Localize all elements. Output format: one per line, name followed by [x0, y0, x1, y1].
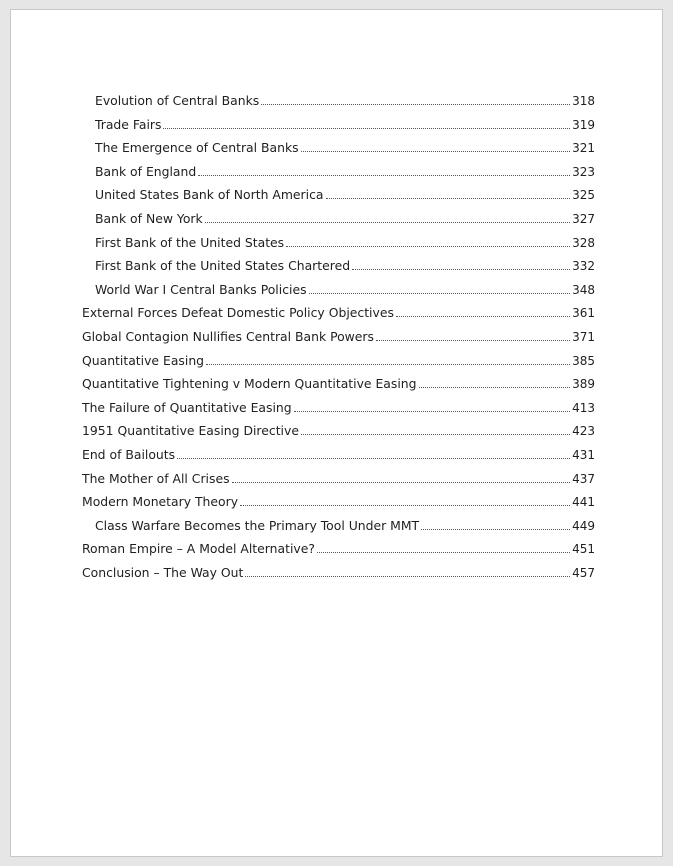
- toc-entry[interactable]: [82, 471, 595, 495]
- toc-page-number: 319: [572, 117, 595, 132]
- toc-entry[interactable]: [82, 376, 595, 400]
- toc-page-number: 323: [572, 164, 595, 179]
- toc-entry[interactable]: [82, 93, 595, 117]
- toc-dot-leader: [163, 128, 570, 129]
- toc-page-number: 389: [572, 377, 595, 392]
- toc-entry-title: Evolution of Central Banks: [95, 93, 260, 108]
- toc-entry[interactable]: [82, 140, 595, 164]
- toc-dot-leader: [232, 482, 571, 483]
- toc-page-number: 328: [572, 235, 595, 250]
- toc-entry-title: End of Bailouts: [82, 446, 176, 462]
- toc-entry[interactable]: [82, 423, 595, 447]
- toc-page-number: 385: [572, 353, 595, 368]
- toc-page-number: 449: [572, 518, 595, 533]
- toc-page-number: 423: [572, 424, 595, 439]
- toc-dot-leader: [286, 246, 570, 247]
- toc-page-number: 451: [572, 542, 595, 557]
- toc-page-number: 371: [572, 329, 595, 344]
- toc-dot-leader: [301, 434, 570, 435]
- toc-entry[interactable]: [82, 494, 595, 518]
- toc-entry-title: Bank of New York: [95, 210, 203, 226]
- toc-entry-title: External Forces Defeat Domestic Policy Objectives: [82, 305, 394, 321]
- toc-dot-leader: [177, 458, 570, 459]
- toc-entry-title: Roman Empire – A Model Alternative?: [82, 541, 315, 557]
- toc-page-number: 457: [572, 565, 595, 580]
- toc-entry-title: Modern Monetary Theory: [82, 494, 239, 510]
- toc-dot-leader: [198, 175, 570, 176]
- toc-dot-leader: [206, 364, 570, 365]
- toc-entry[interactable]: [82, 117, 595, 141]
- toc-entry[interactable]: [82, 565, 595, 589]
- toc-entry-title: The Emergence of Central Banks: [95, 140, 299, 156]
- toc-entry-title: Quantitative Tightening v Modern Quantitative Easing: [82, 376, 417, 392]
- toc-page-number: 325: [572, 188, 595, 203]
- toc-entry[interactable]: [82, 282, 595, 306]
- toc-entry[interactable]: [82, 235, 595, 259]
- toc-entry-title: Global Contagion Nullifies Central Bank Powers: [82, 328, 374, 344]
- toc-dot-leader: [376, 340, 570, 341]
- toc-entry-title: First Bank of the United States Chartered: [95, 258, 351, 274]
- toc-entry[interactable]: [82, 353, 595, 377]
- toc-dot-leader: [309, 293, 571, 294]
- toc-page-number: 318: [572, 94, 595, 108]
- toc-dot-leader: [352, 269, 570, 270]
- toc-entry-title: Trade Fairs: [95, 116, 162, 132]
- toc-entry-title: Class Warfare Becomes the Primary Tool Under MMT: [95, 517, 420, 533]
- toc-dot-leader: [301, 151, 570, 152]
- toc-entry[interactable]: [82, 447, 595, 471]
- toc-page-number: 437: [572, 471, 595, 486]
- toc-entry-title: World War I Central Banks Policies: [95, 281, 307, 297]
- toc-dot-leader: [396, 316, 570, 317]
- toc-dot-leader: [419, 387, 571, 388]
- toc-entry[interactable]: [82, 329, 595, 353]
- toc-entry[interactable]: [82, 187, 595, 211]
- toc-dot-leader: [205, 222, 570, 223]
- document-page: [10, 9, 663, 857]
- toc-dot-leader: [326, 198, 571, 199]
- toc-dot-leader: [240, 505, 570, 506]
- toc-page-number: 327: [572, 211, 595, 226]
- toc-page-number: 348: [572, 282, 595, 297]
- toc-entry[interactable]: [82, 305, 595, 329]
- toc-entry-title: United States Bank of North America: [95, 187, 324, 203]
- toc-page-number: 431: [572, 447, 595, 462]
- toc-dot-leader: [317, 552, 570, 553]
- toc-entry-title: First Bank of the United States: [95, 234, 285, 250]
- toc-entry-title: Conclusion – The Way Out: [82, 564, 244, 580]
- toc-dot-leader: [421, 529, 570, 530]
- toc-entry[interactable]: [82, 211, 595, 235]
- table-of-contents: [82, 93, 595, 588]
- toc-entry[interactable]: [82, 518, 595, 542]
- toc-entry-title: 1951 Quantitative Easing Directive: [82, 423, 299, 439]
- toc-dot-leader: [294, 411, 570, 412]
- toc-dot-leader: [245, 576, 570, 577]
- toc-page-number: 332: [572, 259, 595, 274]
- toc-entry-title: Quantitative Easing: [82, 352, 205, 368]
- toc-entry[interactable]: [82, 164, 595, 188]
- toc-entry[interactable]: [82, 400, 595, 424]
- toc-entry-title: The Failure of Quantitative Easing: [82, 399, 292, 415]
- toc-entry[interactable]: [82, 541, 595, 565]
- toc-entry-title: Bank of England: [95, 163, 197, 179]
- toc-page-number: 321: [572, 141, 595, 156]
- toc-entry[interactable]: [82, 258, 595, 282]
- toc-entry-title: The Mother of All Crises: [82, 470, 230, 486]
- toc-page-number: 361: [572, 306, 595, 321]
- toc-page-number: 441: [572, 495, 595, 510]
- toc-dot-leader: [261, 104, 570, 105]
- toc-page-number: 413: [572, 400, 595, 415]
